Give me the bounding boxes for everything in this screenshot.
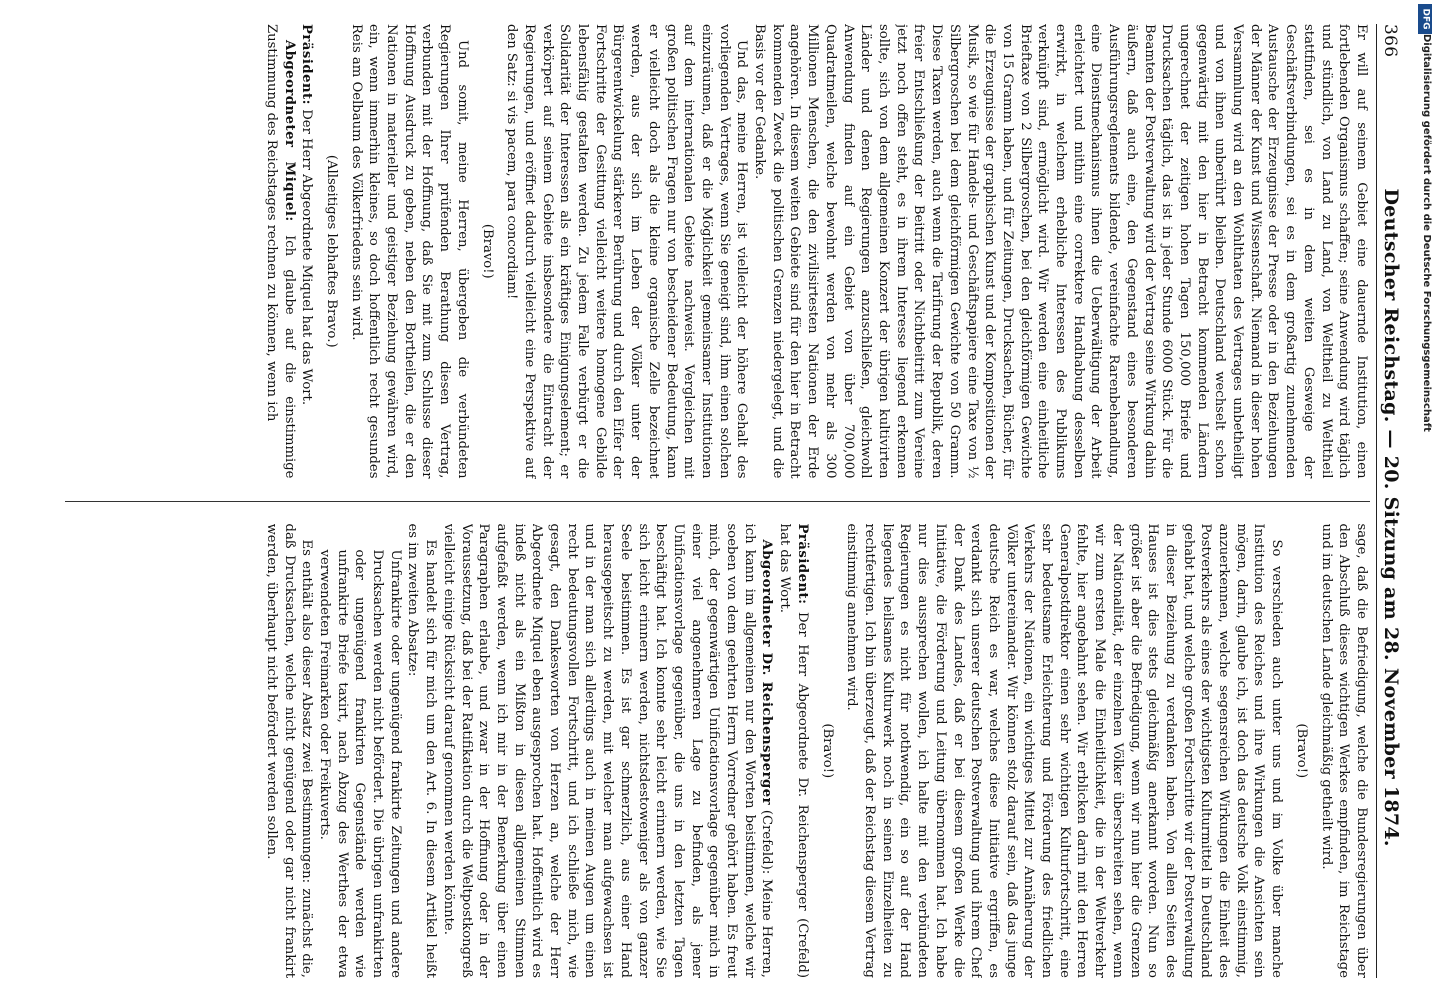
paragraph	[262, 524, 315, 979]
paragraph-text: (Allseitiges lebhaftes Bravo.)	[323, 154, 339, 348]
paragraph-text: Es handelt sich für mich um den Art. 6. In diesem Artikel heißt es im zweiten Absatze:	[405, 523, 439, 978]
paragraph-text: Es enthält also dieser Absatz zwei Bestimmungen: zunächst die, daß Drucksachen, welche nicht genügend oder gar nicht frankirt werden, überhaupt nicht befördert werden sollen.	[263, 523, 315, 978]
paragraph	[404, 524, 439, 979]
paragraph	[315, 524, 404, 979]
paragraph-text: (Bravo!)	[1293, 723, 1309, 779]
paragraph-text: Der Herr Abgeordnete Miquel hat das Wort.	[299, 105, 315, 406]
column-divider	[65, 501, 1370, 502]
paragraph-text: Und das, meine Herren, ist vielleicht der höhere Gehalt des vorliegenden Vertrages, wenn Sie geneigt sind, ihm einen solchen einzuräumen, daß er die Möglichkeit gemeinsamer Institutionen auf dem internationalen Gebiete nachweist. Vergleichen mit großen politischen Fragen nur von bescheidener Bedeutung, kann er vielleicht doch als die kleine organische Zelle bezeichnet werden, aus der sich im Leben der Völker unter der Bürgerentwickelung stärkerer Berührung und durch den Eifer der Fortschritte der Gesittung vielleicht weitere homogene Gebilde lebensfähig gestalten werden. Zu jedem Falle verbürgt er die Solidarität der Interessen als ein kräftiges Einigungselement; er verkörpert auf seinem Gebiete insbesondere die Eintracht der Regierungen, und eröffnet dadurch vielleicht eine Perspektive auf den Satz: si vis pacem, para concordiam!	[504, 24, 750, 479]
paragraph-text: sage, daß die Befriedigung, welche die Bundesregierungen über den Abschluß dieses wichtigen Werkes empfinden, im Reichstage und im deutschen Lande gleichmäßig getheilt wird.	[1318, 523, 1369, 978]
interjection	[1292, 524, 1310, 979]
paragraph-text: Er will auf seinem Gebiet eine dauernde Institution, einen fortlebenden Organismus schaffen; seine Anwendung wird täglich und stündlich, von Land zu Land, von Welttheil zu Welttheil stattfinden, sei es in dem weiten Gesweige der Geschäftsverbindungen, sei es in dem großartig zunehmenden Austausche der Erzeugnisse der Presse oder in den Beziehungen der Männer der Kunst und Wissenschaft. Niemand in dieser hohen Versammlung wird an den Wohlthaten des Vertrages unbetheiligt und von ihnen unberührt bleiben. Deutschland wechselt schon gegenwärtig mit den hier in Betracht kommenden Ländern ungerechnet der zeitigen hohen Tagen 150,000 Briefe und Drucksachen täglich, das ist in jeder Stunde 6000 Stück. Für die Beamten der Postverwaltung wird der Vertrag seine Wirkung dahin äußern, daß auch eine, den Gegenstand eines besonderen Ausführungsreglements bildende, vereinfachte Rarenbehandlung, eine Dienstmechanismus ihnen die Ueberwältigung der Arbeit erleichtert und mithin eine correktere Handhabung desselben erwirkt, in welchem erhebliche Interessen des Publikums verknüpft sind, ermöglicht wird. Wir werden eine einheitliche Brieftaxe von 2 Silbergroschen, bei den gleichförmigen Gewichte von 15 Gramm haben, und für Zeitungen, Drucksachen, Bücher, für die Erzeugnisse der graphischen Kunst und der Kompositionen der Musik, so wie für Handels- und Geschäftspapiere eine Taxe von ½ Silbergroschen bei dem gleichförmigen Gewichte von 50 Gramm. Diese Taxen werden, auch wenn die Tarifirung der Republik, deren freier Entschließung der Beitritt oder Nichtbeitritt zum Vereine jetzt noch offen steht, es in ihrem Interesse liegend erkennen sollte, sich von dem allgemeinen Konzert der übrigen kultivirten Länder und denen Regierungen anzuschließen, gleichwohl Anwendung finden auf ein Gebiet von über 700,000 Quadratmeilen, welche bewohnt werden von mehr als 300 Millionen Menschen, die den zivilisirtesten Nationen der Erde angehören. In diesem weiten Gebiete sind für den hier in Betracht kommenden Zweck die politischen Grenzen niedergelegt, und die Basis vor der Gedanke.	[752, 24, 1369, 479]
paragraph	[776, 524, 811, 979]
digitization-credit: Digitalisierung gefördert durch die Deutsche Forschungsgemeinschaft	[1421, 34, 1432, 432]
speaker-name: Präsident:	[299, 24, 315, 106]
page-number: 366	[1380, 24, 1400, 58]
left-column	[65, 24, 1370, 479]
page-header	[1376, 24, 1402, 978]
paragraph-text: (Bravo!)	[819, 723, 835, 779]
paragraph	[843, 524, 1286, 979]
text-columns	[65, 24, 1370, 978]
interjection	[818, 524, 836, 979]
paragraph	[262, 24, 297, 479]
right-column	[65, 524, 1370, 979]
interjection	[478, 24, 496, 479]
page-title: Deutscher Reichstag. — 20. Sitzung am 28. November 1874.	[1380, 188, 1402, 847]
paragraph	[439, 524, 775, 979]
dfg-logo: DFG	[1418, 4, 1432, 34]
paragraph-text: So verschieden auch unter uns und im Volke über manche Institution des Reiches und ihre Wirkungen die Ansichten sein mögen, darin, glaube ich, ist doch das deutsche Volk einstimmig, anzuerkennen, welche segensreichen Wirkungen die Einheit des Postverkehrs als eines der wichtigsten Kulturmittel in Deutschland gehabt hat, und welche großen Fortschritte wir der Postverwaltung in dieser Beziehung zu verdanken haben. Von allen Seiten des Hauses ist dies stets gleichmäßig anerkannt worden. Nun so größer ist aber die Befriedigung, wenn wir nun hier die Grenzen der Nationalität, der einzelnen Völker überschreiten sehen, wenn wir zum ersten Male die Einheitlichkeit, die in der Weltverkehr fehlte, hier angebahnt sehen. Wir erblicken darin mit den Herren Generalpostdirektor einen sehr wichtigen Kulturfortschritt, eine sehr bedeutsame Erleichterung und Förderung des friedlichen Verkehrs der Nationen, ein wichtiges Mittel zur Annäherung der Völker untereinander. Wir können stolz darauf sein, daß das junge deutsche Reich es war, welches diese Initiative ergriffen, es verdankt sich unserer deutschen Postverwaltung und ihrem Chef der Dank des Landes, daß er bei diesem großen Werke die Initiative, die Förderung und Leitung übernommen hat. Ich habe nur dies aussprechen wollen, ich halte mit den verbündeten Regierungen es nicht für nothwendig, ein so auf der Hand liegendes heilsames Kulturwerk noch in seinen Einzelheiten zu rechtfertigen. Ich bin überzeugt, daß der Reichstag diesem Vertrag einstimmig annehmen wird.	[844, 523, 1285, 978]
newspaper-page	[16, 0, 1416, 1000]
paragraph	[298, 24, 316, 479]
paragraph-text: Der Herr Abgeordnete Dr. Reichensperger (Crefeld) hat das Wort.	[777, 523, 810, 978]
speaker-name: Präsident:	[794, 523, 810, 605]
paragraph	[1317, 524, 1370, 979]
paragraph-text: (Bravo!)	[479, 223, 495, 279]
paragraph-text: Unfrankirte oder ungenügend frankirte Zeitungen und andere Drucksachen werden nicht befördert. Die übrigen unfrankirten oder ungenügend frankirten Gegenstände werden wie unfrankirte Briefe taxirt, nach Abzug des Werthes der etwa verwendeten Freimarken oder Freikuverts.	[316, 549, 403, 978]
speaker-name: Abgeordneter Dr. Reichensperger	[759, 539, 775, 806]
paragraph-text: Ich glaube auf die einstimmige Zustimmung des Reichstages rechnen zu können, wenn ich	[263, 24, 297, 479]
interjection	[322, 24, 340, 479]
speaker-name: Abgeordneter Miquel:	[281, 40, 297, 222]
paragraph	[750, 24, 1370, 479]
paragraph	[347, 24, 471, 479]
paragraph-text: Und somit, meine Herren, übergeben die verbündeten Regierungen Ihrer prüfenden Berathung diesen Vertrag, verbunden mit der Hoffnung, daß Sie mit zum Schlusse dieser Hoffnung Ausdruck zu geben, neben den Bortheilen, die er den Nationen in materieller und geistiger Beziehung gewähren wird, ein, wenn immerhin kleines, so doch hoffentlich recht gesundes Reis am Oelbaum des Völkerfriedens sein wird.	[348, 24, 470, 479]
paragraph	[503, 24, 751, 479]
paragraph-text: (Crefeld): Meine Herren, ich kann im allgemeinen nur den Worten beistimmen, welche wir soeben von dem geehrten Herrn Vorredner gehört haben. Es freut mich, der gegenwärtigen Unificationsvorlage gegenüber mich in einer viel angenehmeren Lage zu befinden, als jener Unificationsvorlage gegenüber, die uns in den letzten Tagen beschäftigt hat. Ich konnte sehr leicht erinnern werden, wie Sie sich leicht erinnern werden, nichtsdestoweniger als von ganzer Seele beistimmen. Es ist gar schmerzlich, aus einer Hand herausgepeitscht zu werden, mit welcher man aufgewachsen ist und in der man sich allerdings auch in meinen Augen um einen recht bedeutungsvollen Fortschritt, und ich schließe mich, wie gesagt, den Dankesworten von Herzen an, welche der Herr Abgeordnete Miquel eben ausgesprochen hat. Hoffentlich wird es indeß nicht als ein Mißton in diesen allgemeinen Stimmen aufgefaßt werden, wenn ich mir in der Bemerkung über einen Paragraphen erlaube, und zwar in der Hoffnung oder in der Voraussetzung, daß bei der Ratifikation durch die Weltpostkongreß vielleicht einige Rücksicht darauf genommen werden könnte.	[440, 523, 775, 978]
